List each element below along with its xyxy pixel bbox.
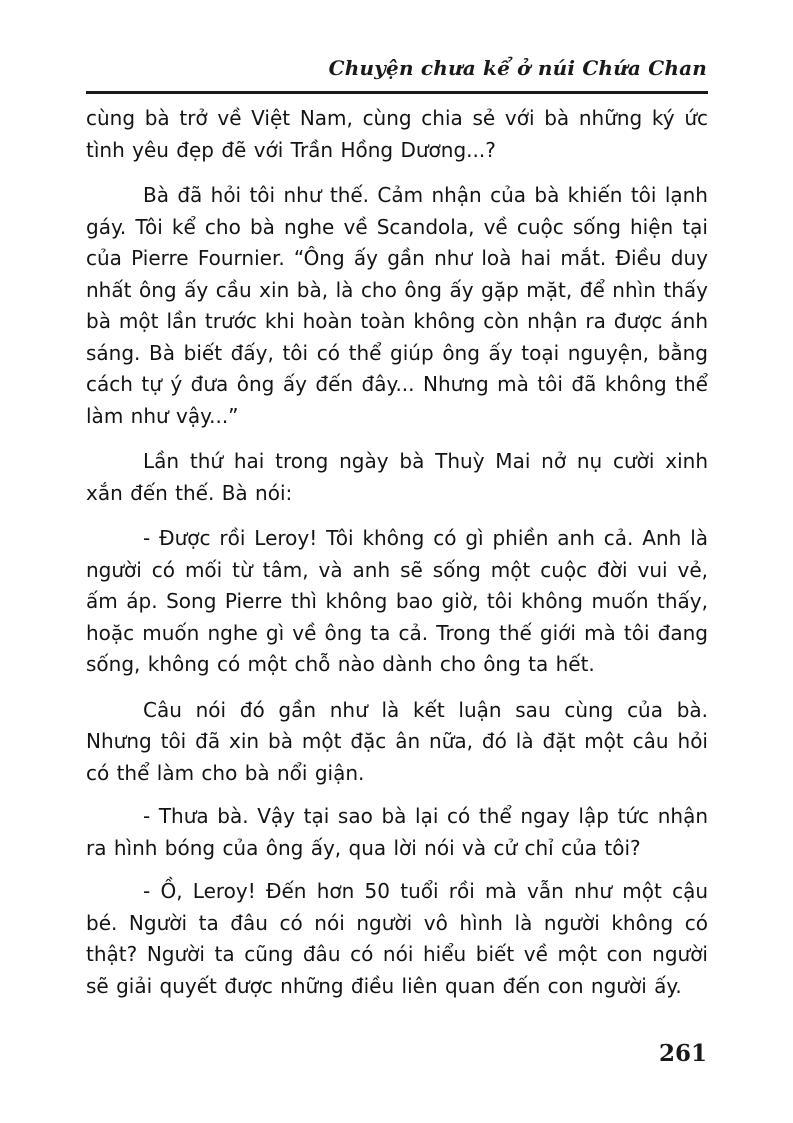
dialogue-paragraph: - Ồ, Leroy! Đến hơn 50 tuổi rồi mà vẫn như một cậu bé. Người ta đâu có nói người vô hình là người không có thật? Người ta cũng đâu có nói hiểu biết về một con người sẽ giải quyết được những điều liên quan đến con người ấy. (86, 879, 708, 998)
body-text (86, 103, 708, 1016)
dialogue-paragraph: - Thưa bà. Vậy tại sao bà lại có thể ngay lập tức nhận ra hình bóng của ông ấy, qua lời nói và cử chỉ của tôi? (86, 804, 708, 860)
header-rule (86, 91, 708, 94)
paragraph: Câu nói đó gần như là kết luận sau cùng của bà. Nhưng tôi đã xin bà một đặc ân nữa, đó là đặt một câu hỏi có thể làm cho bà nổi giận. (86, 697, 708, 785)
page-number: 261 (658, 1040, 707, 1067)
paragraph: Lần thứ hai trong ngày bà Thuỳ Mai nở nụ cười xinh xắn đến thế. Bà nói: (86, 449, 708, 505)
paragraph-continued: cùng bà trở về Việt Nam, cùng chia sẻ với bà những ký ức tình yêu đẹp đẽ với Trần Hồng Dương...? (86, 106, 708, 162)
running-header-title: Chuyện chưa kể ở núi Chứa Chan (328, 56, 707, 80)
dialogue-paragraph: - Được rồi Leroy! Tôi không có gì phiền anh cả. Anh là người có mối từ tâm, và anh sẽ sống một cuộc đời vui vẻ, ấm áp. Song Pierre thì không bao giờ, tôi không muốn thấy, hoặc muốn nghe gì về ông ta cả. Trong thế giới mà tôi đang sống, không có một chỗ nào dành cho ông ta hết. (86, 526, 708, 676)
paragraph: Bà đã hỏi tôi như thế. Cảm nhận của bà khiến tôi lạnh gáy. Tôi kể cho bà nghe về Scandola, về cuộc sống hiện tại của Pierre Fournier. “Ông ấy gần như loà hai mắt. Điều duy nhất ông ấy cầu xin bà, là cho ông ấy gặp mặt, để nhìn thấy bà một lần trước khi hoàn toàn không còn nhận ra được ánh sáng. Bà biết đấy, tôi có thể giúp ông ấy toại nguyện, bằng cách tự ý đưa ông ấy đến đây... Nhưng mà tôi đã không thể làm như vậy...” (86, 183, 708, 428)
